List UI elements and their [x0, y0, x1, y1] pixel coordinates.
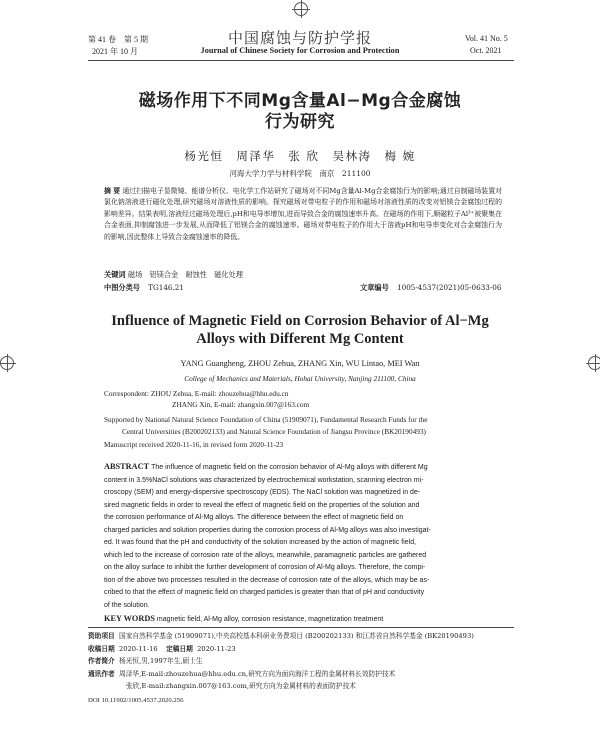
en-abstract-text: content in 3.5%NaCl solutions was characterized by electrochemical workstation, scanning electron mi- [104, 476, 424, 484]
cn-abstract [104, 186, 502, 243]
clc-label: 中图分类号 [104, 283, 140, 292]
en-affiliation: College of Mechanics and Materials, Hohai University, Nanjing 211100, China [184, 374, 416, 383]
correspondent-label: Correspondent: [104, 389, 149, 398]
author-label: 作者简介 [88, 657, 115, 665]
registration-mark-top [294, 2, 308, 16]
author-info: 杨光恒,男,1997年生,硕士生 [119, 657, 203, 665]
en-keywords-label: KEY WORDS [104, 614, 155, 623]
en-abstract-line [104, 475, 496, 488]
cn-abstract-label: 摘 要 [104, 187, 121, 195]
fund-text: 国家自然科学基金 (51909071),中央高校基本科研业务费项目 (B200202133) 和江苏省自然科学基金 (BK20190493) [119, 632, 474, 640]
en-abstract-text: on the alloy surface to inhibit the further development of corrosion of Al-Mg alloys. Therefore, the compi- [104, 564, 426, 571]
contact-row-2 [88, 681, 518, 692]
cn-article-no [360, 282, 501, 293]
footnote-rule [88, 627, 514, 628]
contact-2: 张欣,E-mail:zhangxin.007@163.com,研究方向为金属材料的表面防护技术 [126, 682, 356, 690]
contact-label: 通讯作者 [88, 669, 115, 678]
en-abstract-line [104, 461, 496, 475]
cn-keywords-label: 关键词 [104, 270, 126, 279]
header-date-en: Oct. 2021 [470, 46, 502, 55]
fund-label: 资助项目 [88, 632, 115, 640]
en-abstract-line [104, 487, 496, 500]
dates-row [88, 644, 518, 655]
en-abstract-text: cribed to that the effect of magnetic field on charged particles is greater than that of pH and conductivity [104, 589, 425, 596]
journal-title-en: Journal of Chinese Society for Corrosion and Protection [200, 46, 400, 55]
cn-affiliation: 河海大学力学与材料学院 南京 211100 [229, 169, 371, 178]
en-abstract-line [104, 562, 496, 575]
received-date: 2020-11-16 [119, 644, 158, 653]
en-keywords [104, 614, 383, 623]
revised-date: 2020-11-23 [197, 644, 236, 653]
en-authors: YANG Guangheng, ZHOU Zehua, ZHANG Xin, WU Lintao, MEI Wan [180, 359, 420, 368]
header-volume-en: Vol. 41 No. 5 [465, 34, 508, 43]
en-abstract-line [104, 512, 496, 525]
cn-title-line1: 磁场作用下不同Mg含量Al−Mg合金腐蚀 [138, 91, 462, 111]
en-abstract-text: tion of the above two processes resulted in the decrease of corrosion rate of the alloys, which may be as- [104, 576, 430, 584]
en-abstract-text: The influence of magnetic field on the corrosion behavior of Al-Mg alloys with different Mg [151, 464, 428, 471]
en-keywords-text: magnetic field, Al-Mg alloy, corrosion resistance, magnetization treatment [156, 616, 384, 623]
cn-clc [104, 282, 184, 293]
footnotes [88, 631, 518, 706]
cn-keywords [104, 269, 243, 280]
en-abstract-line [104, 575, 496, 588]
doi: DOI 10.11902/1005.4537.2020.256 [88, 696, 184, 704]
journal-title-cn: 中国腐蚀与防护学报 [227, 29, 372, 47]
en-abstract-text: ed. It was found that the pH and conductivity of the solution increased by the action of magnetic field, [104, 539, 417, 546]
en-abstract-line [104, 550, 496, 563]
received-label: 收稿日期 [88, 644, 115, 653]
en-abstract-line [104, 600, 496, 613]
cn-keywords-text: 磁场 铝镁合金 耐蚀性 磁化处理 [127, 270, 243, 279]
correspondent-1: ZHOU Zehua, E-mail: zhouzehua@hhu.edu.cn [150, 389, 289, 398]
header-rule [88, 60, 514, 61]
en-correspondent [104, 388, 288, 399]
header-date-cn: 2021 年 10 月 [92, 47, 138, 56]
correspondent-2: ZHANG Xin, E-mail: zhangxin.007@163.com [172, 400, 310, 409]
en-abstract-text: sired magnetic fields in order to reveal the effect of magnetic field on the properties of the solution and [104, 501, 420, 509]
fund-row [88, 631, 518, 642]
en-abstract-label: ABSTRACT [104, 462, 152, 471]
clc-value: TG146.21 [148, 283, 184, 292]
en-abstract-text: charged particles and solution properties during the corrosion process of Al-Mg alloys was also investigat- [104, 526, 431, 534]
cn-abstract-text: 通过扫描电子显微镜、能谱分析仪、电化学工作站研究了磁场对不同Mg含量Al-Mg合金腐蚀行为的影响;通过自制磁场装置对氯化钠溶液进行磁化处理,研究磁场对溶液性质的影响。探究磁场对带电粒子的作用和磁场对溶液性质的改变对铝镁合金腐蚀过程的影响差异。结果表明,溶液经过磁场处理后,pH和电导率增加,进而导致合金的腐蚀速率升高。在磁场的作用下,顺磁粒子Al³⁺被聚集在合金表面,抑制腐蚀进一步发展,从而降低了铝镁合金的腐蚀速率。磁场对带电粒子的作用大于溶液pH和电导率变化对合金腐蚀行为的影响,因此整体上导致合金腐蚀速率的降低。 [104, 187, 502, 241]
en-abstract-text: the corrosion performance of Al-Mg alloys. The difference between the effect of magnetic field on [104, 514, 404, 521]
revised-label: 定稿日期 [166, 644, 193, 653]
article-no-label: 文章编号 [360, 283, 389, 292]
en-abstract-lines [104, 461, 496, 612]
en-abstract-line [104, 587, 496, 600]
en-abstract-text: croscopy (SEM) and energy-dispersive spectroscopy (EDS). The NaCl solution was magnetized in de- [104, 489, 421, 496]
en-abstract-text: which led to the increase of corrosion rate of the alloys, meanwhile, paramagnetic particles are gathered [104, 551, 427, 559]
en-title-line2: Alloys with Different Mg Content [196, 331, 404, 347]
contact-row [88, 669, 518, 680]
en-abstract-line [104, 537, 496, 550]
en-abstract [104, 461, 496, 612]
support-line2: Central Universities (B200202133) and Natural Science Foundation of Jiangsu Province (BK20190493) [122, 427, 426, 436]
support-line1: Supported by National Natural Science Foundation of China (51909071), Fundamental Research Funds for the [104, 415, 428, 424]
en-abstract-line [104, 500, 496, 513]
en-abstract-line [104, 525, 496, 538]
author-row [88, 656, 518, 667]
en-title-line1: Influence of Magnetic Field on Corrosion Behavior of Al−Mg [111, 313, 489, 329]
en-abstract-text: of the solution. [104, 601, 150, 609]
cn-title-line2: 行为研究 [265, 112, 335, 132]
contact-1: 周泽华,E-mail:zhouzehua@hhu.edu.cn,研究方向为面向海洋工程的金属材料长效防护技术 [119, 669, 396, 678]
cn-authors: 杨光恒 周泽华 张 欣 吴林涛 梅 婉 [184, 149, 416, 163]
header-volume-cn: 第 41 卷 第 5 期 [88, 35, 148, 44]
article-no-value: 1005-4537(2021)05-0633-06 [397, 283, 502, 292]
manuscript-received: Manuscript received 2020-11-16, in revised form 2020-11-23 [104, 440, 284, 449]
